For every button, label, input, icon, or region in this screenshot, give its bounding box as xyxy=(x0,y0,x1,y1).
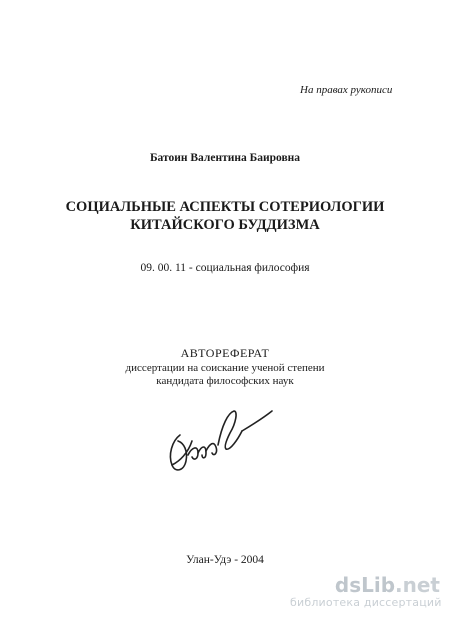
handwritten-signature xyxy=(158,395,278,485)
title-line-2: КИТАЙСКОГО БУДДИЗМА xyxy=(130,217,320,233)
city-year: Улан-Удэ - 2004 xyxy=(186,554,264,566)
degree-line-2: кандидата философских наук xyxy=(156,375,294,387)
author-name: Батоин Валентина Баировна xyxy=(149,152,301,164)
abstract-heading: АВТОРЕФЕРАТ xyxy=(180,346,270,360)
watermark-logo xyxy=(290,574,440,596)
manuscript-rights-note: На правах рукописи xyxy=(300,84,393,96)
dissertation-title xyxy=(0,198,450,234)
watermark-logo-tld: .net xyxy=(395,573,440,597)
watermark-subtitle: библиотека диссертаций xyxy=(290,596,442,609)
title-line-1: СОЦИАЛЬНЫЕ АСПЕКТЫ СОТЕРИОЛОГИИ xyxy=(65,199,385,215)
watermark-logo-main: dsLib xyxy=(334,573,396,597)
degree-description xyxy=(0,362,450,388)
dslib-watermark xyxy=(290,574,440,609)
degree-line-1: диссертации на соискание ученой степени xyxy=(125,362,325,374)
specialty-code: 09. 00. 11 - социальная философия xyxy=(140,262,310,274)
